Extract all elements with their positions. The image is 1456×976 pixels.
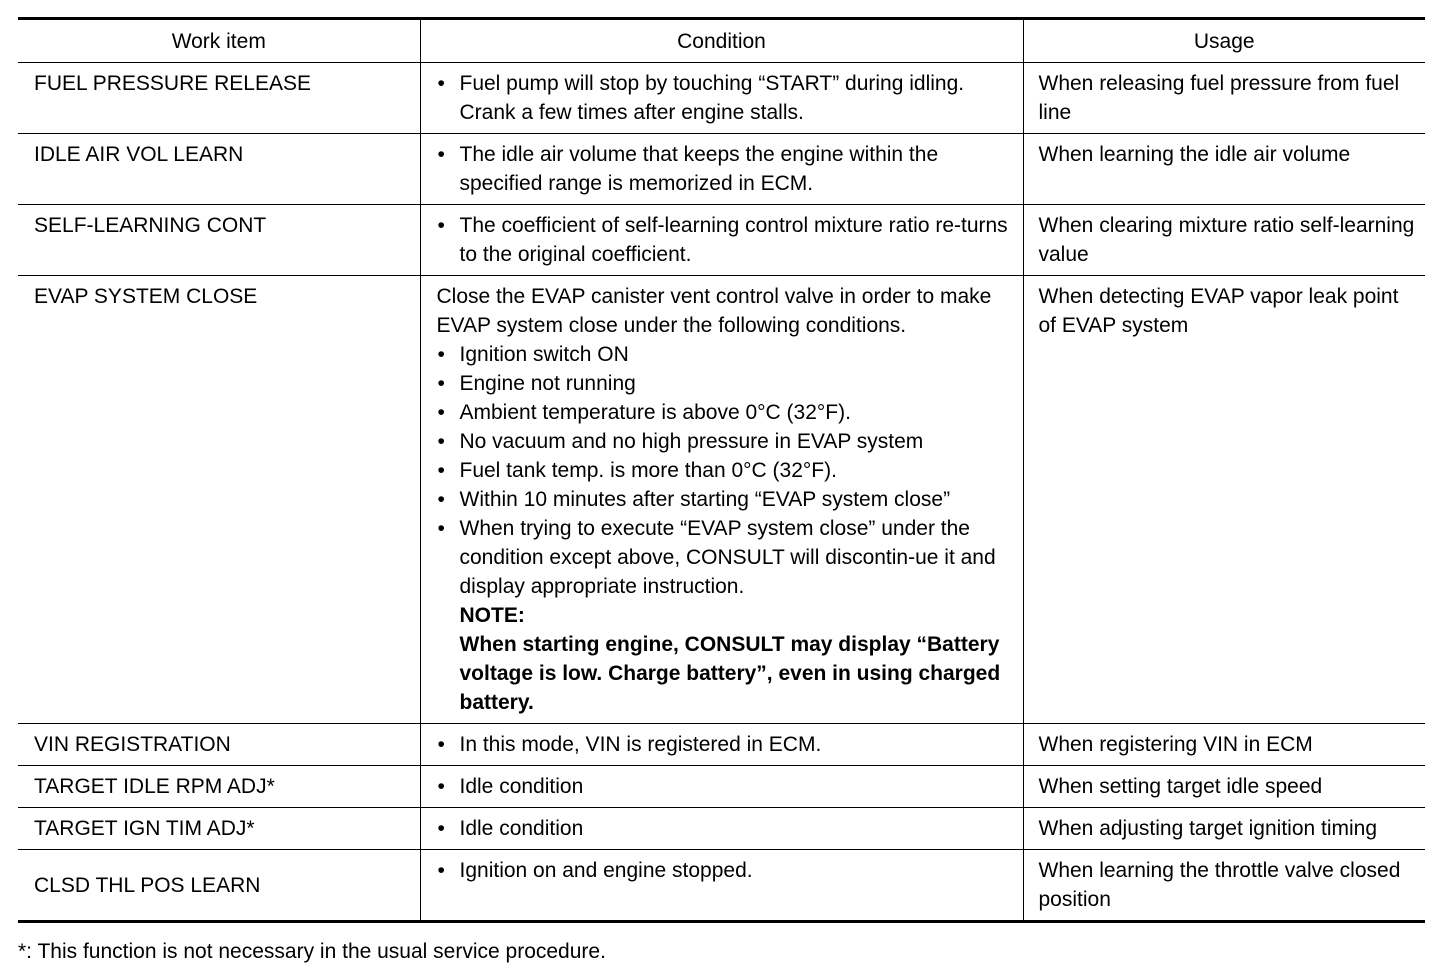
condition-bullet: • Ambient temperature is above 0°C (32°F). (437, 398, 1017, 427)
table-row (18, 276, 1425, 724)
table-row (18, 134, 1425, 205)
table-header-row (18, 19, 1425, 63)
work-item-cell: VIN REGISTRATION (18, 724, 420, 766)
condition-bullet: • The coefficient of self-learning control mixture ratio re-turns to the original coefficient. (437, 211, 1017, 269)
condition-cell (420, 276, 1023, 724)
usage-cell: When detecting EVAP vapor leak point of EVAP system (1023, 276, 1425, 724)
condition-cell (420, 850, 1023, 922)
work-item-cell: SELF-LEARNING CONT (18, 205, 420, 276)
work-item-cell: IDLE AIR VOL LEARN (18, 134, 420, 205)
table-row (18, 808, 1425, 850)
work-item-cell: TARGET IGN TIM ADJ* (18, 808, 420, 850)
work-item-cell: FUEL PRESSURE RELEASE (18, 63, 420, 134)
table-row (18, 766, 1425, 808)
condition-list (437, 772, 1017, 801)
condition-cell (420, 134, 1023, 205)
condition-bullet: • In this mode, VIN is registered in ECM. (437, 730, 1017, 759)
usage-cell: When learning the idle air volume (1023, 134, 1425, 205)
condition-bullet: • When trying to execute “EVAP system close” under the condition except above, CONSULT will discontin-ue it and display appropriate instruction. (437, 514, 1017, 601)
condition-cell (420, 766, 1023, 808)
work-item-cell: CLSD THL POS LEARN (18, 850, 420, 922)
usage-cell: When releasing fuel pressure from fuel line (1023, 63, 1425, 134)
condition-cell (420, 63, 1023, 134)
usage-cell: When setting target idle speed (1023, 766, 1425, 808)
condition-bullet: • Ignition on and engine stopped. (437, 856, 1017, 885)
table-row (18, 724, 1425, 766)
usage-cell: When registering VIN in ECM (1023, 724, 1425, 766)
condition-list (437, 856, 1017, 885)
header-usage: Usage (1023, 19, 1425, 63)
table-row (18, 205, 1425, 276)
condition-bullet: • Fuel pump will stop by touching “START” during idling. Crank a few times after engine stalls. (437, 69, 1017, 127)
condition-list (437, 140, 1017, 198)
condition-cell (420, 808, 1023, 850)
condition-list (437, 340, 1017, 601)
note-text: When starting engine, CONSULT may display “Battery voltage is low. Charge battery”, even in using charged battery. (459, 633, 1001, 714)
table-row (18, 850, 1425, 922)
condition-bullet: • Within 10 minutes after starting “EVAP system close” (437, 485, 1017, 514)
document-page (18, 17, 1425, 923)
condition-intro: Close the EVAP canister vent control valve in order to make EVAP system close under the following conditions. (436, 285, 992, 337)
condition-bullet: • Engine not running (437, 369, 1017, 398)
condition-cell (420, 724, 1023, 766)
condition-bullet: • Ignition switch ON (437, 340, 1017, 369)
condition-bullet: • No vacuum and no high pressure in EVAP system (437, 427, 1017, 456)
note-block (437, 601, 1017, 717)
condition-list (437, 730, 1017, 759)
work-item-cell: EVAP SYSTEM CLOSE (18, 276, 420, 724)
usage-cell: When adjusting target ignition timing (1023, 808, 1425, 850)
usage-cell: When learning the throttle valve closed position (1023, 850, 1425, 922)
condition-bullet: • Fuel tank temp. is more than 0°C (32°F). (437, 456, 1017, 485)
note-label: NOTE: (459, 604, 525, 627)
work-support-table (18, 17, 1425, 923)
footnote: *: This function is not necessary in the usual service procedure. (18, 940, 606, 963)
table-row (18, 63, 1425, 134)
header-condition: Condition (420, 19, 1023, 63)
condition-cell (420, 205, 1023, 276)
condition-list (437, 211, 1017, 269)
usage-cell: When clearing mixture ratio self-learning value (1023, 205, 1425, 276)
header-work-item: Work item (171, 29, 266, 53)
condition-bullet: • Idle condition (437, 772, 1017, 801)
condition-bullet: • The idle air volume that keeps the engine within the specified range is memorized in ECM. (437, 140, 1017, 198)
condition-bullet: • Idle condition (437, 814, 1017, 843)
condition-list (437, 69, 1017, 127)
condition-list (437, 814, 1017, 843)
work-item-cell: TARGET IDLE RPM ADJ* (18, 766, 420, 808)
